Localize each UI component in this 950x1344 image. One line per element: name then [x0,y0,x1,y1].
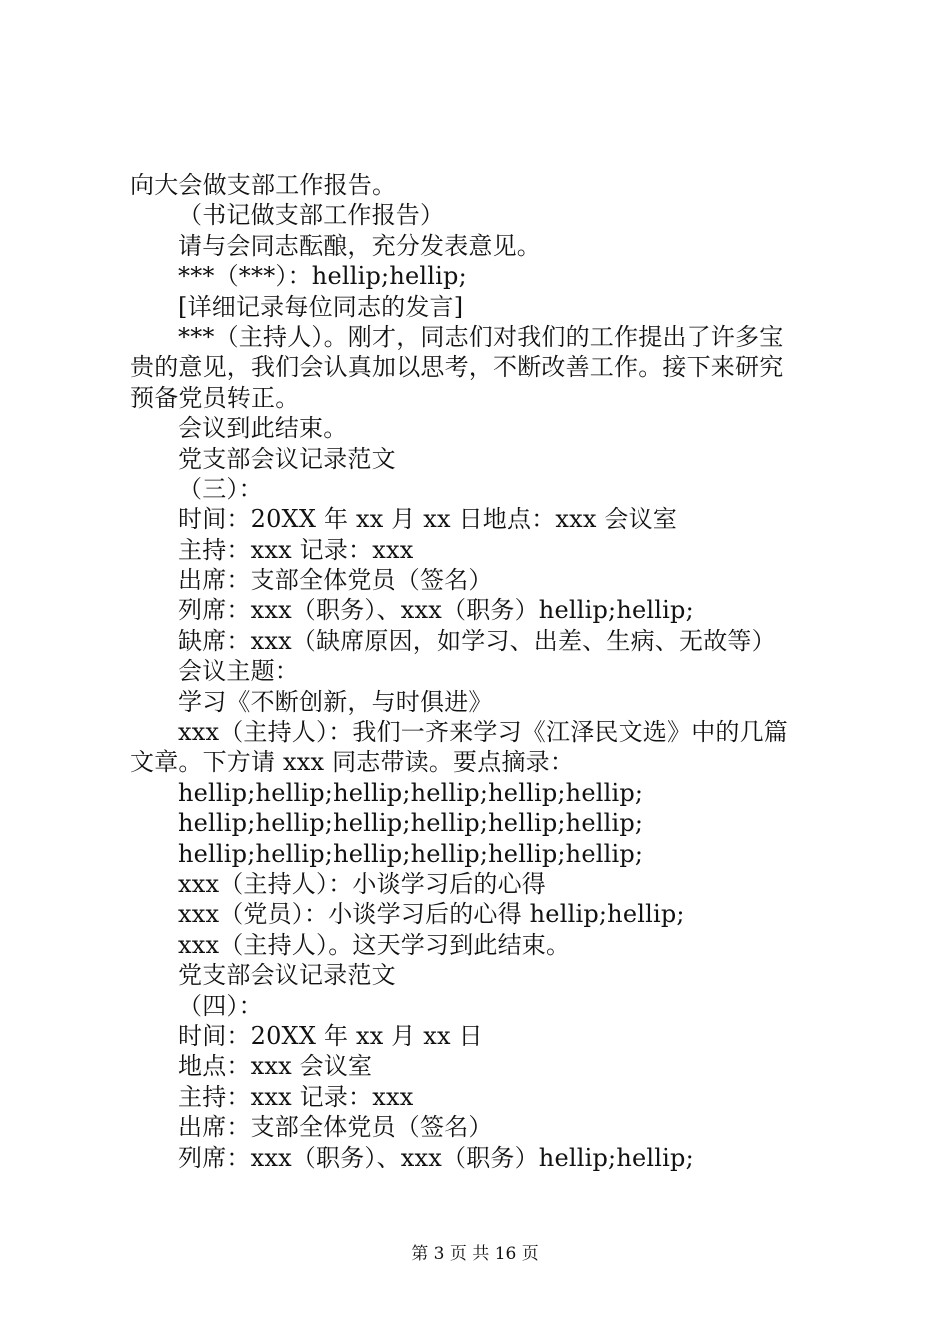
paragraph-line: 学习《不断创新，与时俱进》 [178,687,493,716]
section-number: （三）： [178,474,263,503]
paragraph-line: 请与会同志酝酿，充分发表意见。 [178,231,541,260]
paragraph-line: ***（主持人）。刚才，同志们对我们的工作提出了许多宝 [178,322,784,351]
paragraph-line: 列席：xxx（职务）、xxx（职务）hellip;hellip; [178,1143,694,1172]
paragraph-line: xxx（主持人）：我们一齐来学习《江泽民文选》中的几篇 [178,718,789,747]
paragraph-line: 主持：xxx 记录：xxx [178,535,414,564]
paragraph-line: 会议主题： [178,657,299,686]
paragraph-line: 出席：支部全体党员（签名） [178,1113,493,1142]
paragraph-line: hellip;hellip;hellip;hellip;hellip;hellip; [178,809,644,838]
paragraph-line: xxx（主持人）。这天学习到此结束。 [178,930,571,959]
paragraph-line: 出席：支部全体党员（签名） [178,566,493,595]
paragraph-line: 列席：xxx（职务）、xxx（职务）hellip;hellip; [178,596,694,625]
paragraph-line: hellip;hellip;hellip;hellip;hellip;hellip; [178,839,644,868]
paragraph-line: 会议到此结束。 [178,414,348,443]
section-number: （四）： [178,991,263,1020]
document-body [130,170,835,1173]
page-number-footer: 第 3 页 共 16 页 [411,1244,539,1264]
paragraph-line: 主持：xxx 记录：xxx [178,1082,414,1111]
paragraph-line: hellip;hellip;hellip;hellip;hellip;hellip; [178,778,644,807]
paragraph-line: 时间：20XX 年 xx 月 xx 日 [178,1021,483,1050]
paragraph-line: 预备党员转正。 [130,383,300,412]
paragraph-line: 贵的意见，我们会认真加以思考，不断改善工作。接下来研究 [130,353,784,382]
section-heading: 党支部会议记录范文 [178,444,396,473]
paragraph-line: （书记做支部工作报告） [178,201,445,230]
paragraph-line: [详细记录每位同志的发言] [178,292,464,321]
paragraph-line: ***（***）：hellip;hellip; [178,262,467,291]
paragraph-line: 缺席：xxx（缺席原因，如学习、出差、生病、无故等） [178,626,776,655]
paragraph-line: 地点：xxx 会议室 [178,1052,373,1081]
paragraph-line: 文章。下方请 xxx 同志带读。要点摘录： [130,748,575,777]
paragraph-line: xxx（主持人）：小谈学习后的心得 [178,869,547,898]
paragraph-line: 向大会做支部工作报告。 [130,171,397,199]
paragraph-line: 时间：20XX 年 xx 月 xx 日地点：xxx 会议室 [178,505,678,534]
section-heading: 党支部会议记录范文 [178,961,396,990]
paragraph-line: xxx（党员）：小谈学习后的心得 hellip;hellip; [178,900,685,929]
